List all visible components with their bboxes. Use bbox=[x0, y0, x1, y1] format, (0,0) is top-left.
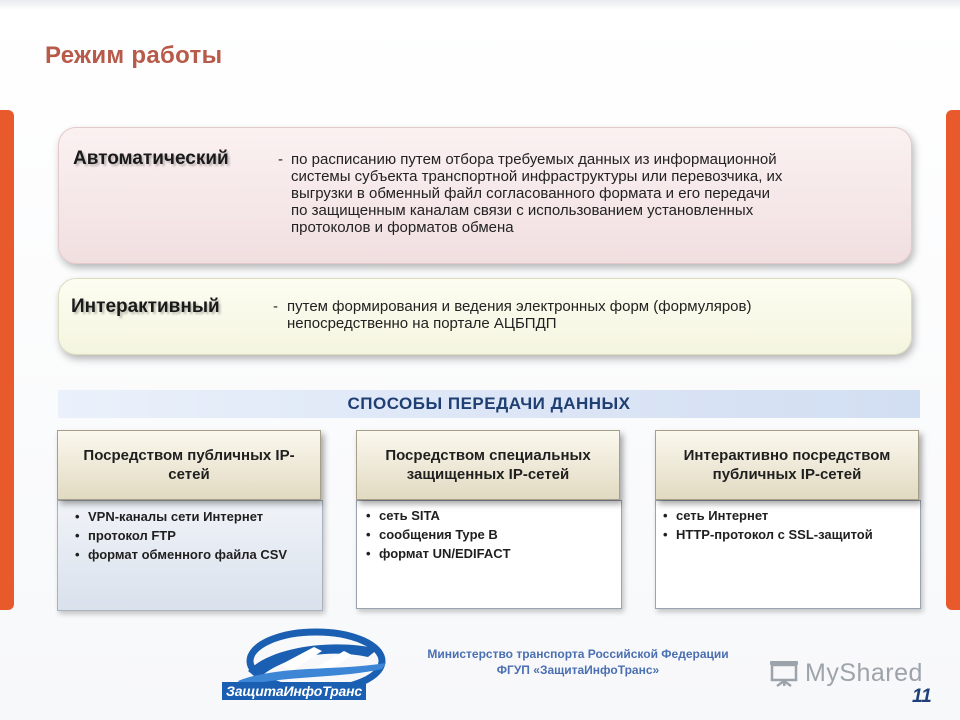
mode-interactive-name: Интерактивный bbox=[71, 296, 220, 317]
list-item: • формат UN/EDIFACT bbox=[366, 546, 606, 562]
footer-org-line: ФГУП «ЗащитаИнфоТранс» bbox=[496, 663, 660, 677]
description-line: протоколов и форматов обмена bbox=[291, 219, 514, 236]
list-item: • сообщения Type B bbox=[366, 527, 606, 543]
description-line: системы субъекта транспортной инфраструктуры или перевозчика, их bbox=[291, 168, 783, 185]
watermark bbox=[768, 656, 923, 690]
mode-automatic-name: Автоматический bbox=[73, 148, 229, 169]
method-card-secure-ip bbox=[356, 430, 620, 607]
list-item: • протокол FTP bbox=[75, 528, 311, 544]
mode-interactive-box bbox=[58, 278, 912, 355]
left-accent-bar bbox=[0, 110, 14, 610]
method-items-list bbox=[663, 508, 909, 546]
list-item: • HTTP-протокол с SSL-защитой bbox=[663, 527, 909, 543]
description-line: выгрузки в обменный файл согласованного формата и его передачи bbox=[291, 185, 770, 202]
presentation-icon bbox=[768, 658, 800, 688]
page-number: 11 bbox=[912, 686, 932, 707]
method-card-title: Посредством специальных защищенных IP-сетей bbox=[356, 430, 620, 500]
page-title: Режим работы bbox=[45, 42, 223, 69]
method-card-title: Посредством публичных IP-сетей bbox=[57, 430, 321, 500]
watermark-text: MyShared bbox=[805, 658, 923, 687]
top-frame bbox=[0, 0, 960, 10]
description-line: по расписанию путем отбора требуемых данных из информационной bbox=[291, 151, 777, 168]
footer-organization bbox=[395, 646, 761, 678]
description-line: по защищенным каналам связи с использованием установленных bbox=[291, 202, 754, 219]
list-item: • сеть Интернет bbox=[663, 508, 909, 524]
mode-automatic-description bbox=[291, 151, 901, 236]
mode-interactive-description bbox=[287, 298, 887, 332]
mode-automatic-box bbox=[58, 127, 912, 264]
footer-org-line: Министерство транспорта Российской Федерации bbox=[427, 647, 729, 661]
mode-interactive-dash: - bbox=[273, 298, 278, 315]
method-items-list bbox=[366, 508, 606, 565]
list-item: • формат обменного файла CSV bbox=[75, 547, 311, 563]
method-card-interactive-ip bbox=[655, 430, 919, 607]
right-accent-bar bbox=[946, 110, 960, 610]
method-card-public-ip bbox=[57, 430, 321, 609]
transfer-methods-heading: СПОСОБЫ ПЕРЕДАЧИ ДАННЫХ bbox=[58, 390, 920, 418]
logo-text: ЗащитаИнфоТранс bbox=[222, 682, 366, 700]
description-line: непосредственно на портале АЦБПДП bbox=[287, 315, 557, 332]
method-card-title: Интерактивно посредством публичных IP-сетей bbox=[655, 430, 919, 500]
method-items-list bbox=[75, 509, 311, 566]
description-line: путем формирования и ведения электронных форм (формуляров) bbox=[287, 298, 752, 315]
list-item: • сеть SITA bbox=[366, 508, 606, 524]
mode-automatic-dash: - bbox=[278, 151, 283, 168]
list-item: • VPN-каналы сети Интернет bbox=[75, 509, 311, 525]
